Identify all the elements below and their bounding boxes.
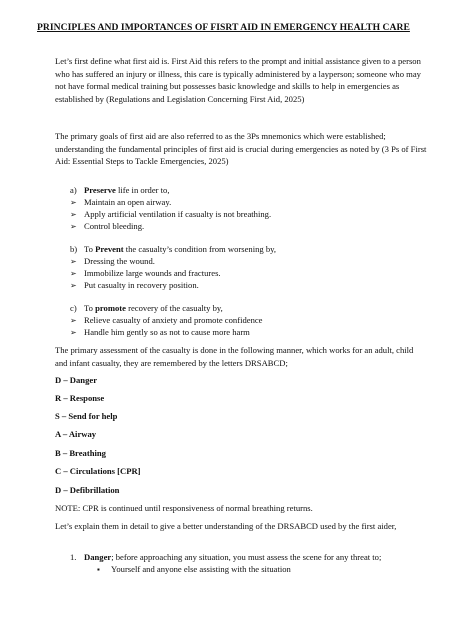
assessment-paragraph: The primary assessment of the casualty is done in the following manner, which works for an adult, child and infant casualty, they are remembered by the letters DRSABCD; <box>55 345 414 368</box>
sub-list-item: ▪ Yourself and anyone else assisting with the situation <box>97 564 291 574</box>
section-b-heading: b) To Prevent the casualty’s condition from worsening by, <box>70 244 277 254</box>
list-item: ➢ Immobilize large wounds and fractures. <box>70 268 221 278</box>
drsabcd-item: S – Send for help <box>55 411 118 421</box>
section-a-heading: a) Preserve life in order to, <box>70 185 170 195</box>
arrow-bullet-icon: ➢ <box>70 281 77 290</box>
numbered-item: 1. Danger; before approaching any situation, you must assess the scene for any threat to; <box>70 552 382 562</box>
drsabcd-item: B – Breathing <box>55 448 106 458</box>
arrow-bullet-icon: ➢ <box>70 316 77 325</box>
arrow-bullet-icon: ➢ <box>70 269 77 278</box>
document-title: PRINCIPLES AND IMPORTANCES OF FISRT AID IN EMERGENCY HEALTH CARE <box>37 22 410 33</box>
list-item: ➢ Put casualty in recovery position. <box>70 280 199 290</box>
explain-paragraph: Let’s explain them in detail to give a better understanding of the DRSABCD used by the first aider, <box>55 521 397 531</box>
list-item: ➢ Relieve casualty of anxiety and promote confidence <box>70 315 263 325</box>
arrow-bullet-icon: ➢ <box>70 198 77 207</box>
drsabcd-item: D – Danger <box>55 375 98 385</box>
arrow-bullet-icon: ➢ <box>70 257 77 266</box>
section-c-heading: c) To promote recovery of the casualty by, <box>70 303 223 313</box>
square-bullet-icon: ▪ <box>97 565 100 574</box>
list-item: ➢ Control bleeding. <box>70 221 145 231</box>
keyword-danger: Danger <box>84 552 112 562</box>
list-item: ➢ Apply artificial ventilation if casualty is not breathing. <box>70 209 272 219</box>
arrow-bullet-icon: ➢ <box>70 222 77 231</box>
drsabcd-item: C – Circulations [CPR] <box>55 466 141 476</box>
keyword-promote: promote <box>95 303 126 313</box>
arrow-bullet-icon: ➢ <box>70 210 77 219</box>
list-item: ➢ Maintain an open airway. <box>70 197 172 207</box>
drsabcd-item: A – Airway <box>55 429 97 439</box>
list-item: ➢ Handle him gently so as not to cause more harm <box>70 327 250 337</box>
arrow-bullet-icon: ➢ <box>70 328 77 337</box>
intro-paragraph: Let’s first define what first aid is. First Aid this refers to the prompt and initial assistance given to a person who has suffered an injury or illness, this care is typically administered by a layperson; someone who may not have formal medical training but possesses basic knowledge and skills to help in emergencies as established by (Regulations and Legislation Concerning First Aid, 2025) <box>55 56 421 104</box>
keyword-preserve: Preserve <box>84 185 116 195</box>
keyword-prevent: Prevent <box>95 244 124 254</box>
list-item: ➢ Dressing the wound. <box>70 256 155 266</box>
note-paragraph: NOTE: CPR is continued until responsiveness of normal breathing returns. <box>55 503 313 513</box>
drsabcd-item: R – Response <box>55 393 105 403</box>
drsabcd-item: D – Defibrillation <box>55 485 120 495</box>
goals-paragraph: The primary goals of first aid are also referred to as the 3Ps mnemonics which were established; understanding the fundamental principles of first aid is crucial during emergencies as noted by (3 Ps of First Aid: Essential Steps to Tackle Emergencies, 2025) <box>55 131 427 167</box>
